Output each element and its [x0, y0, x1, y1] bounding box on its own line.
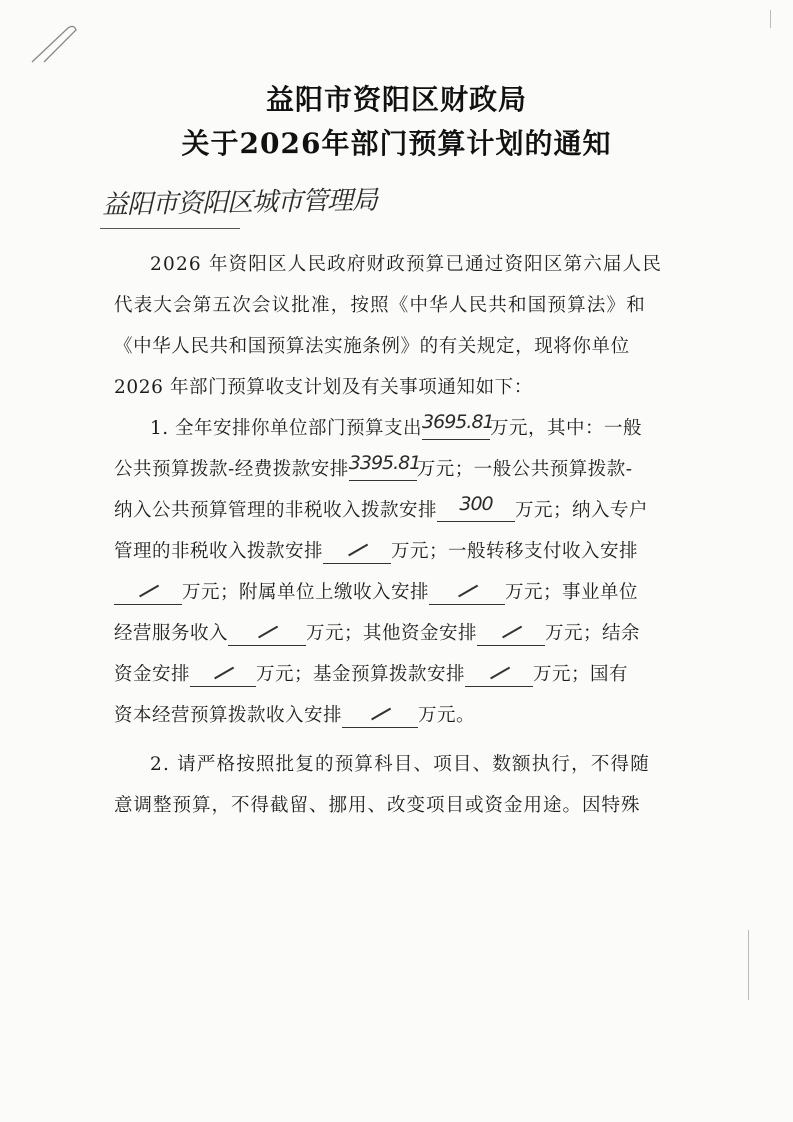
item1-text: 万元；附属单位上缴收入安排 [182, 582, 430, 603]
item1-text: 资本经营预算拨款收入安排 [114, 705, 343, 726]
item1-text: 资金安排 [114, 664, 191, 685]
dash-mark [487, 666, 511, 676]
empty-field [114, 582, 182, 605]
total-budget-value: 3695.81 [422, 411, 494, 433]
item1-line3 [114, 493, 694, 522]
addressee-underline [100, 228, 240, 229]
item1-text: 1. 全年安排你单位部门预算支出 [150, 418, 423, 439]
dash-mark [499, 625, 523, 635]
item1-text: 万元；结余 [545, 623, 641, 644]
empty-field [342, 705, 418, 728]
item1-text: 万元；事业单位 [505, 582, 639, 603]
item1-text: 公共预算拨款-经费拨款安排 [114, 459, 349, 480]
dash-mark [455, 584, 479, 594]
item1-text: 万元；纳入专户 [515, 500, 649, 521]
item1-text: 纳入公共预算管理的非税收入拨款安排 [114, 500, 438, 521]
empty-field [429, 582, 505, 605]
dash-mark [136, 584, 160, 594]
handwritten-addressee: 益阳市资阳区城市管理局 [101, 185, 378, 221]
paragraph-line: 《中华人民共和国预算法实施条例》的有关规定，现将你单位 [114, 336, 630, 357]
empty-field [477, 623, 545, 646]
item1-text: 管理的非税收入拨款安排 [114, 541, 324, 562]
staple-mark-icon [28, 22, 88, 66]
item1-line5 [114, 578, 694, 605]
nontax-value: 300 [459, 493, 493, 515]
paragraph-line: 2026 年部门预算收支计划及有关事项通知如下： [114, 377, 533, 398]
item1-line2 [114, 452, 694, 481]
funding-value: 3395.81 [348, 452, 421, 474]
item1-text: 万元；其他资金安排 [306, 623, 478, 644]
dash-mark [211, 666, 235, 676]
item1-text: 万元，其中：一般 [490, 418, 643, 439]
document-title-line2: 关于2026年部门预算计划的通知 [181, 127, 612, 160]
item1-text: 万元；国有 [533, 664, 629, 685]
item1-text: 万元；一般公共预算拨款- [416, 459, 633, 480]
item1-text: 万元；基金预算拨款安排 [256, 664, 466, 685]
item1-text: 万元。 [418, 705, 476, 726]
item1-text: 经营服务收入 [114, 623, 229, 644]
empty-field [190, 664, 256, 687]
empty-field [228, 623, 306, 646]
item1-line8 [114, 701, 694, 728]
item1-line1 [150, 411, 730, 440]
dash-mark [368, 707, 392, 717]
document-title-line1: 益阳市资阳区财政局 [265, 83, 527, 116]
empty-field [323, 541, 391, 564]
dash-mark [255, 625, 279, 635]
item2-line2: 意调整预算，不得截留、挪用、改变项目或资金用途。因特殊 [114, 795, 641, 816]
item2-line1: 2. 请严格按照批复的预算科目、项目、数额执行，不得随 [150, 754, 650, 775]
item1-text: 万元；一般转移支付收入安排 [391, 541, 639, 562]
funding-field [348, 452, 421, 481]
empty-field [465, 664, 533, 687]
scan-artifact [770, 10, 771, 28]
dash-mark [345, 543, 369, 553]
paragraph-line: 2026 年资阳区人民政府财政预算已通过资阳区第六届人民 [150, 254, 663, 275]
item1-line6 [114, 619, 694, 646]
item1-line7 [114, 660, 694, 687]
nontax-field [437, 493, 515, 522]
item1-line4 [114, 537, 694, 564]
scan-artifact [748, 930, 749, 1000]
paragraph-line: 代表大会第五次会议批准，按照《中华人民共和国预算法》和 [114, 295, 646, 316]
total-budget-field [422, 411, 494, 440]
